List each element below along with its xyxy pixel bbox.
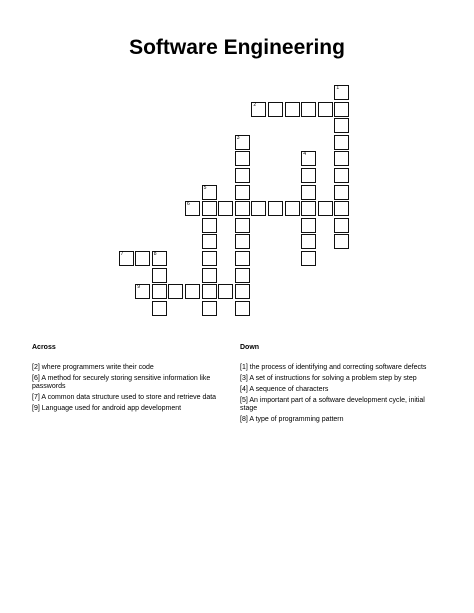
grid-cell[interactable] — [202, 284, 217, 299]
across-clues — [32, 344, 218, 416]
grid-cell[interactable] — [152, 301, 167, 316]
grid-cell[interactable] — [334, 185, 349, 200]
grid-cell[interactable] — [251, 102, 266, 117]
clue-down-3[interactable] — [240, 375, 440, 384]
grid-cell[interactable] — [218, 201, 233, 216]
clue-number: [1] — [240, 363, 248, 371]
clue-text: the process of identifying and correcting software defects — [249, 363, 427, 371]
clue-text: An important part of a software development cycle, initial stage — [240, 396, 425, 413]
grid-cell[interactable] — [235, 268, 250, 283]
grid-cell[interactable] — [202, 301, 217, 316]
clue-down-4[interactable] — [240, 386, 440, 395]
clue-text: A type of programming pattern — [249, 416, 344, 424]
grid-cell[interactable] — [301, 201, 316, 216]
cell-number: 6 — [187, 201, 190, 208]
grid-cell[interactable] — [318, 102, 333, 117]
grid-cell[interactable] — [235, 251, 250, 266]
grid-cell[interactable] — [301, 218, 316, 233]
grid-cell[interactable] — [202, 268, 217, 283]
grid-cell[interactable] — [135, 251, 150, 266]
cell-number: 8 — [153, 251, 157, 257]
cell-number: 9 — [137, 284, 140, 291]
clue-number: [6] — [32, 374, 40, 382]
grid-cell[interactable] — [301, 102, 316, 117]
grid-cell[interactable] — [301, 168, 316, 183]
cell-number: 4 — [303, 151, 306, 158]
cell-number: 7 — [120, 251, 124, 257]
grid-cell[interactable] — [202, 185, 217, 200]
clue-number: [8] — [240, 416, 248, 424]
clue-down-1[interactable] — [240, 364, 440, 373]
grid-cell[interactable] — [318, 201, 333, 216]
cell-number: 3 — [236, 134, 240, 141]
clue-text: A sequence of characters — [249, 385, 329, 393]
grid-cell[interactable] — [235, 218, 250, 233]
grid-cell[interactable] — [334, 234, 349, 249]
grid-cell[interactable] — [334, 102, 349, 117]
grid-cell[interactable] — [285, 102, 300, 117]
grid-cell[interactable] — [152, 268, 167, 283]
grid-cell[interactable] — [202, 218, 217, 233]
clue-number: [4] — [240, 385, 248, 393]
grid-cell[interactable] — [235, 135, 250, 150]
down-clues — [240, 344, 440, 427]
grid-cell[interactable] — [202, 251, 217, 266]
cell-number: 1 — [336, 85, 340, 91]
puzzle-title: Software Engineering — [129, 36, 345, 59]
clue-text: A common data structure used to store and retrieve data — [41, 394, 217, 402]
grid-cell[interactable] — [202, 234, 217, 249]
grid-cell[interactable] — [301, 234, 316, 249]
cell-number: 5 — [203, 184, 207, 191]
grid-cell[interactable] — [334, 151, 349, 166]
clue-number: [5] — [240, 396, 248, 404]
clue-across-2[interactable] — [32, 364, 218, 373]
grid-cell[interactable] — [235, 185, 250, 200]
grid-cell[interactable] — [334, 85, 349, 100]
clue-text: where programmers write their code — [41, 363, 154, 371]
clue-text: A set of instructions for solving a problem step by step — [249, 374, 417, 382]
grid-cell[interactable] — [301, 185, 316, 200]
grid-cell[interactable] — [168, 284, 183, 299]
grid-cell[interactable] — [251, 201, 266, 216]
grid-cell[interactable] — [334, 168, 349, 183]
down-header: Down — [240, 344, 260, 351]
grid-cell[interactable] — [235, 234, 250, 249]
clue-number: [2] — [32, 363, 40, 371]
clue-down-8[interactable] — [240, 416, 440, 425]
grid-cell[interactable] — [152, 284, 167, 299]
grid-cell[interactable] — [202, 201, 217, 216]
grid-cell[interactable] — [218, 284, 233, 299]
grid-cell[interactable] — [301, 251, 316, 266]
grid-cell[interactable] — [185, 201, 200, 216]
clue-number: [3] — [240, 374, 248, 382]
clue-number: [9] — [32, 405, 40, 413]
grid-cell[interactable] — [268, 201, 283, 216]
grid-cell[interactable] — [334, 201, 349, 216]
grid-cell[interactable] — [235, 168, 250, 183]
grid-cell[interactable] — [135, 284, 150, 299]
grid-cell[interactable] — [235, 284, 250, 299]
clue-down-5[interactable] — [240, 397, 440, 414]
clue-text: Language used for android app development — [41, 405, 182, 413]
grid-cell[interactable] — [235, 301, 250, 316]
grid-cell[interactable] — [268, 102, 283, 117]
clue-number: [7] — [32, 394, 40, 402]
grid-cell[interactable] — [152, 251, 167, 266]
cell-number: 2 — [253, 101, 257, 108]
across-header: Across — [32, 344, 56, 351]
grid-cell[interactable] — [334, 118, 349, 133]
grid-cell[interactable] — [119, 251, 134, 266]
clue-across-7[interactable] — [32, 394, 218, 403]
grid-cell[interactable] — [334, 218, 349, 233]
grid-cell[interactable] — [235, 201, 250, 216]
grid-cell[interactable] — [301, 151, 316, 166]
clue-across-6[interactable] — [32, 375, 218, 392]
grid-cell[interactable] — [235, 151, 250, 166]
grid-cell[interactable] — [334, 135, 349, 150]
clue-text: A method for securely storing sensitive information like passwords — [32, 374, 211, 391]
grid-cell[interactable] — [185, 284, 200, 299]
grid-cell[interactable] — [285, 201, 300, 216]
clue-across-9[interactable] — [32, 405, 218, 414]
